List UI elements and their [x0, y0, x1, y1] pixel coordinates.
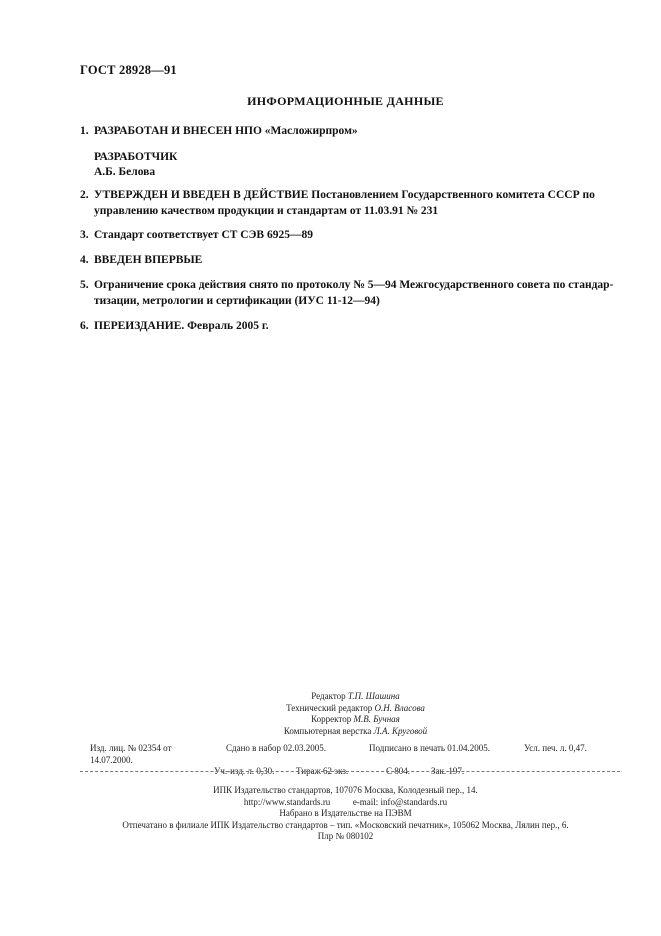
signed-date: Подписано в печать 01.04.2005.	[369, 743, 491, 753]
credit-editor: Редактор Т.П. Шашина	[311, 691, 400, 701]
item-text-continued: тизации, метрологии и сертификации (ИУС 11-12—94)	[94, 295, 380, 307]
typeset-note: Набрано в Издательстве на ПЭВМ	[279, 808, 412, 818]
item-text-continued: управлению качеством продукции и стандартам от 11.03.91 № 231	[94, 205, 439, 217]
item-text: Стандарт соответствует СТ СЭВ 6925—89	[94, 229, 313, 241]
section-title: ИНФОРМАЦИОННЫЕ ДАННЫЕ	[247, 94, 444, 108]
info-item-3	[80, 227, 620, 243]
item-text: Ограничение срока действия снято по протоколу № 5—94 Межгосударственного совета по стандар-	[94, 279, 614, 291]
item-number: 5.	[80, 279, 89, 291]
license-info: Изд. лиц. № 02354 от 14.07.2000.	[90, 743, 172, 765]
publication-sheets: Уч.-изд. л. 0,30.	[214, 766, 275, 776]
info-item-1	[80, 123, 620, 139]
item-number: 2.	[80, 189, 89, 201]
item-number: 4.	[80, 254, 89, 266]
developer-name: А.Б. Белова	[94, 166, 156, 178]
typeset-date: Сдано в набор 02.03.2005.	[226, 743, 327, 753]
document-code: ГОСТ 28928—91	[80, 63, 177, 77]
item-number: 1.	[80, 125, 89, 137]
credit-tech-editor: Технический редактор О.Н. Власова	[286, 702, 425, 713]
publisher-email: e-mail: info@standards.ru	[352, 796, 448, 807]
info-item-2	[80, 187, 620, 219]
printed-at: Отпечатано в филиале ИПК Издательство стандартов – тип. «Московский печатник», 105062 Москва, Лялин пер., 6.	[122, 819, 569, 830]
credit-layout: Компьютерная верстка Л.А. Круговой	[283, 725, 428, 736]
publisher-website: http://www.standards.ru	[243, 796, 331, 807]
item-text: УТВЕРЖДЕН И ВВЕДЕН В ДЕЙСТВИЕ Постановлением Государственного комитета СССР по	[94, 189, 595, 201]
page-count: С 804.	[386, 766, 411, 776]
item-number: 3.	[80, 229, 89, 241]
item-text: РАЗРАБОТАН И ВНЕСЕН НПО «Масложирпром»	[94, 125, 358, 137]
info-item-6	[80, 318, 620, 334]
publication-data	[90, 743, 630, 778]
item-text: ПЕРЕИЗДАНИЕ. Февраль 2005 г.	[94, 320, 269, 332]
item-text: ВВЕДЕН ВПЕРВЫЕ	[94, 254, 203, 266]
plr-number: Плр № 080102	[317, 831, 374, 841]
info-item-5	[80, 277, 620, 309]
divider-line	[80, 771, 620, 772]
publisher-block	[0, 785, 661, 843]
order-number: Зак. 197.	[431, 766, 465, 776]
developer-block	[94, 150, 177, 180]
publisher-contacts	[30, 797, 661, 809]
print-run: Тираж 62 экз.	[296, 766, 349, 776]
print-sheets: Усл. печ. л. 0,47.	[524, 743, 587, 753]
credit-proofreader: Корректор М.В. Бучная	[311, 714, 400, 724]
item-number: 6.	[80, 320, 89, 332]
developer-label: РАЗРАБОТЧИК	[94, 151, 178, 163]
publisher-address: ИПК Издательство стандартов, 107076 Москва, Колодезный пер., 14.	[213, 785, 478, 795]
credits-block	[0, 691, 661, 737]
info-item-4	[80, 252, 620, 268]
